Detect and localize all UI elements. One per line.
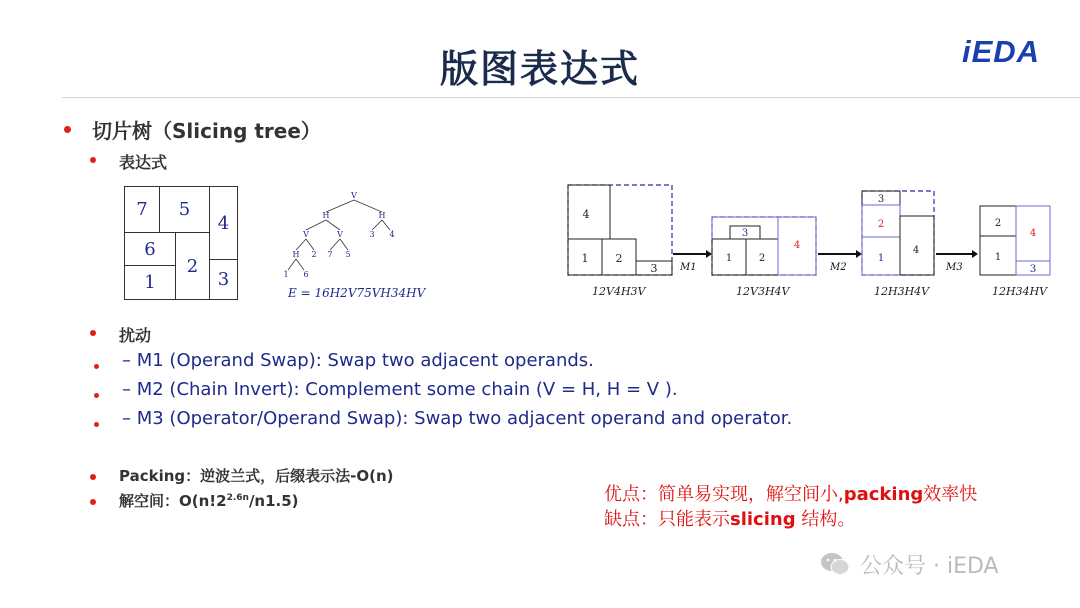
fp4-block-3: 3 — [1029, 264, 1037, 275]
watermark-text: 公众号 · iEDA — [860, 554, 999, 579]
slide-title: 版图表达式 — [439, 47, 640, 91]
caption-12H3H4V: 12H3H4V — [874, 285, 930, 298]
tree-leaf-4: 4 — [389, 230, 395, 239]
fp2-block-3: 3 — [741, 228, 749, 239]
heading-slicing-tree: 切片树（Slicing tree） — [92, 119, 321, 143]
fp4-block-2: 2 — [994, 218, 1002, 229]
fp2-block-4: 4 — [793, 240, 801, 251]
floorplan-12H3H4V — [862, 191, 934, 275]
move-m3-text: – M3 (Operator/Operand Swap): Swap two adjacent operand and operator. — [122, 408, 793, 429]
block-3: 3 — [209, 259, 238, 300]
fp1-block-1: 1 — [581, 252, 589, 265]
move-m2-label: M2 — [830, 262, 847, 273]
block-7: 7 — [124, 186, 160, 233]
ieda-logo: iEDA — [962, 34, 1041, 69]
bullet-dot — [90, 330, 96, 336]
block-1: 1 — [124, 265, 176, 300]
move-m1-label: M1 — [680, 262, 697, 273]
move-m3-label: M3 — [946, 262, 963, 273]
fp2-block-2: 2 — [758, 253, 766, 264]
packing-line: Packing：逆波兰式，后缀表示法-O(n) — [119, 467, 394, 485]
tree-leaf-3: 3 — [369, 230, 375, 239]
bullet-dot — [90, 157, 96, 163]
tree-node-h-low: H — [292, 250, 300, 259]
tree-node-h-left: H — [322, 211, 330, 220]
block-5: 5 — [159, 186, 210, 233]
block-2: 2 — [175, 232, 210, 300]
pros-note: 优点：简单易实现，解空间小,packing效率快 — [604, 484, 978, 505]
fp3-block-2: 2 — [877, 219, 885, 230]
caption-12H34HV: 12H34HV — [992, 285, 1048, 298]
tree-node-v-b: V — [337, 230, 343, 239]
polish-expression: E = 16H2V75VH34HV — [288, 286, 426, 300]
bullet-dot — [94, 393, 99, 398]
tree-leaf-1: 1 — [283, 270, 289, 279]
fp3-block-1: 1 — [877, 253, 885, 264]
solution-space-line: 解空间：$O(n!2^{2.6n}/n1.5)$ — [119, 492, 299, 510]
tree-leaf-7: 7 — [327, 250, 333, 259]
fp4-block-4: 4 — [1029, 228, 1037, 239]
slicing-tree-diagram — [276, 188, 406, 284]
floorplan-12V3H4V — [712, 217, 816, 275]
bullet-dot — [64, 126, 71, 133]
tree-leaf-2: 2 — [311, 250, 317, 259]
cons-note: 缺点：只能表示slicing 结构。 — [604, 509, 856, 530]
bullet-dot — [94, 364, 99, 369]
fp1-block-3: 3 — [650, 262, 658, 275]
tree-leaf-5: 5 — [345, 250, 351, 259]
subheading-perturbation: 扰动 — [119, 326, 152, 345]
bullet-dot — [90, 499, 96, 505]
fp1-block-2: 2 — [615, 252, 623, 265]
floorplan-12H34HV — [980, 206, 1050, 275]
bullet-dot — [90, 474, 96, 480]
move-m1-text: – M1 (Operand Swap): Swap two adjacent operands. — [122, 350, 594, 371]
block-4: 4 — [209, 186, 238, 260]
tree-node-root-v: V — [351, 191, 357, 200]
slicing-floorplan-figure — [124, 186, 238, 300]
wechat-icon — [820, 552, 850, 576]
block-6: 6 — [124, 232, 176, 266]
fp2-block-1: 1 — [725, 253, 733, 264]
move-m2-text: – M2 (Chain Invert): Complement some chain (V = H, H = V ). — [122, 379, 678, 400]
perturbation-sequence-figure — [560, 180, 1060, 280]
tree-leaf-6: 6 — [303, 270, 309, 279]
caption-12V3H4V: 12V3H4V — [736, 285, 790, 298]
tree-node-v-a: V — [303, 230, 309, 239]
fp3-block-3: 3 — [877, 194, 885, 205]
fp1-block-4: 4 — [582, 208, 590, 221]
fp4-block-1: 1 — [994, 252, 1002, 263]
caption-12V4H3V: 12V4H3V — [592, 285, 646, 298]
subheading-expression: 表达式 — [119, 153, 168, 172]
fp3-block-4: 4 — [912, 245, 920, 256]
bullet-dot — [94, 422, 99, 427]
tree-node-h-right: H — [378, 211, 386, 220]
title-divider — [62, 97, 1080, 98]
